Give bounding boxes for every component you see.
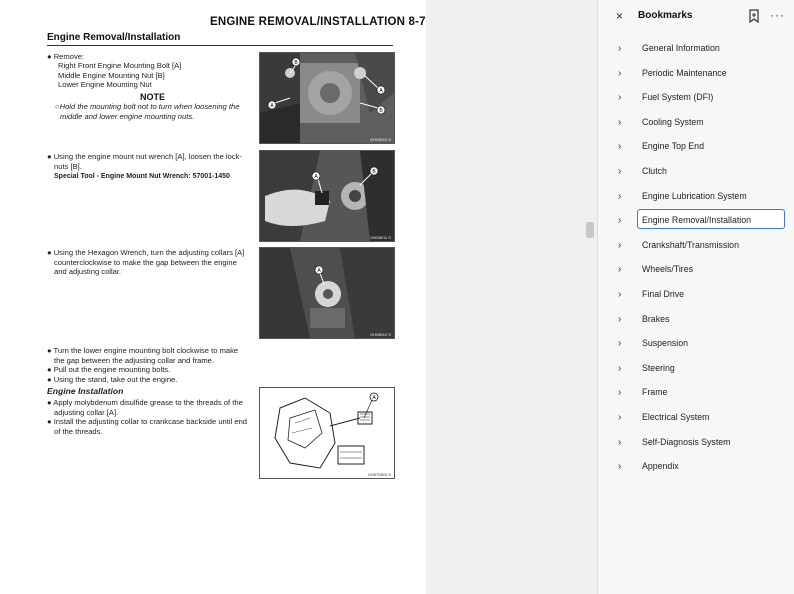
- figure-code: GH070803 S: [367, 472, 391, 477]
- bookmark-item[interactable]: [618, 186, 788, 208]
- step1-item: Lower Engine Mounting Nut: [58, 80, 152, 89]
- step3-text: ● Using the Hexagon Wrench, turn the adjusting collars [A]: [47, 248, 245, 257]
- figure-code: GH08010 S: [370, 137, 391, 142]
- note-text: ○Hold the mounting bolt not to turn when loosening the: [55, 102, 240, 111]
- figure-adjusting-collar: [259, 247, 395, 339]
- special-tool: Special Tool - Engine Mount Nut Wrench: 57001-1450: [54, 173, 230, 180]
- installation-text: of the threads.: [54, 426, 103, 436]
- chevron-right-icon[interactable]: ›: [618, 264, 622, 276]
- bookmark-item[interactable]: [618, 63, 788, 85]
- bookmark-label[interactable]: General Information: [642, 43, 720, 53]
- section-rule: [47, 45, 393, 46]
- bookmark-item[interactable]: [618, 456, 788, 478]
- bookmark-item[interactable]: [618, 87, 788, 109]
- step2-text: ● Using the engine mount nut wrench [A], loosen the lock-: [47, 152, 242, 161]
- bookmarks-panel-header: [598, 0, 794, 32]
- bookmark-item[interactable]: [618, 284, 788, 306]
- figure-label: A: [270, 103, 274, 109]
- bookmark-label[interactable]: Self-Diagnosis System: [642, 436, 731, 447]
- chevron-right-icon[interactable]: ›: [618, 313, 622, 325]
- bookmark-label[interactable]: Electrical System: [642, 412, 710, 422]
- installation-text: ● Install the adjusting collar to crankcase backside until end: [47, 417, 248, 426]
- step4-text: ● Using the stand, take out the engine.: [47, 374, 178, 384]
- bookmark-label[interactable]: Engine Lubrication System: [642, 190, 747, 201]
- step1-remove: ● Remove:: [47, 52, 85, 61]
- figure-label: B: [379, 108, 383, 114]
- bookmark-label[interactable]: Brakes: [642, 313, 670, 324]
- step1-item: Middle Engine Mounting Nut [B]: [58, 70, 165, 80]
- figure-label: B: [372, 169, 376, 175]
- chevron-right-icon[interactable]: ›: [618, 436, 622, 448]
- step2-text: nuts [B].: [54, 161, 82, 171]
- figure-label: A: [372, 395, 376, 401]
- bookmark-label[interactable]: Engine Top End: [642, 141, 704, 152]
- figure-label: A: [314, 174, 318, 180]
- bookmark-item[interactable]: [618, 38, 788, 60]
- figure-collar-installation: [259, 387, 395, 479]
- bookmark-label[interactable]: Suspension: [642, 338, 688, 349]
- figure-label: B: [294, 60, 298, 66]
- bookmark-label[interactable]: Periodic Maintenance: [642, 67, 727, 78]
- bookmark-item[interactable]: [618, 235, 788, 257]
- bookmarks-panel: [597, 0, 794, 594]
- bookmark-item[interactable]: [618, 161, 788, 183]
- bookmark-item[interactable]: [618, 432, 788, 454]
- chevron-right-icon[interactable]: ›: [618, 387, 622, 399]
- chevron-right-icon[interactable]: ›: [618, 166, 622, 177]
- bookmark-label[interactable]: Crankshaft/Transmission: [642, 239, 739, 250]
- chapter-title: ENGINE REMOVAL/INSTALLATION 8-7: [210, 16, 426, 28]
- chevron-right-icon[interactable]: ›: [618, 215, 622, 227]
- installation-text: adjusting collar [A].: [54, 407, 119, 417]
- panel-title: Bookmarks: [638, 10, 693, 21]
- note-text: middle and lower engine mounting nuts.: [60, 111, 195, 121]
- add-bookmark-icon[interactable]: [748, 9, 760, 23]
- bookmark-label[interactable]: Steering: [642, 362, 675, 373]
- bookmark-label[interactable]: Final Drive: [642, 289, 685, 299]
- step1-item: Right Front Engine Mounting Bolt [A]: [58, 61, 182, 70]
- section-title: Engine Removal/Installation: [47, 32, 181, 43]
- step4-text: ● Pull out the engine mounting bolts.: [47, 365, 171, 374]
- bookmark-label[interactable]: Fuel System (DFI): [642, 92, 714, 103]
- chevron-right-icon[interactable]: ›: [618, 92, 622, 104]
- bookmark-item[interactable]: [618, 407, 788, 429]
- figure-code: GH08011 S: [370, 235, 391, 240]
- chevron-right-icon[interactable]: ›: [618, 362, 622, 374]
- bookmark-label[interactable]: Clutch: [642, 166, 667, 176]
- chevron-right-icon[interactable]: ›: [618, 461, 622, 473]
- bookmark-item[interactable]: [618, 333, 788, 355]
- bookmark-item[interactable]: [618, 259, 788, 281]
- bookmark-label[interactable]: Cooling System: [642, 116, 704, 127]
- chevron-right-icon[interactable]: ›: [618, 239, 622, 251]
- bookmark-label[interactable]: Appendix: [642, 461, 679, 472]
- document-gutter: [426, 0, 596, 594]
- bookmark-label[interactable]: Frame: [642, 387, 668, 398]
- installation-text: ● Apply molybdenum disulfide grease to the threads of the: [47, 398, 243, 407]
- installation-heading: Engine Installation: [47, 386, 124, 396]
- note-heading: NOTE: [140, 92, 166, 102]
- figure-engine-mount-bolts: [259, 52, 395, 144]
- bookmark-item[interactable]: [618, 382, 788, 404]
- chevron-right-icon[interactable]: ›: [618, 338, 622, 350]
- chevron-right-icon[interactable]: ›: [618, 190, 622, 202]
- bookmark-item[interactable]: [618, 358, 788, 380]
- chevron-right-icon[interactable]: ›: [618, 412, 622, 423]
- chevron-right-icon[interactable]: ›: [618, 289, 622, 300]
- bookmark-item[interactable]: [618, 210, 788, 232]
- chevron-right-icon[interactable]: ›: [618, 116, 622, 128]
- bookmark-item[interactable]: [618, 309, 788, 331]
- document-scrollbar-thumb[interactable]: [586, 222, 594, 238]
- figure-label: A: [379, 88, 383, 94]
- chevron-right-icon[interactable]: ›: [618, 141, 622, 153]
- close-icon[interactable]: ×: [616, 9, 624, 23]
- figure-nut-wrench: [259, 150, 395, 242]
- bookmark-label[interactable]: Engine Removal/Installation: [642, 215, 752, 226]
- chevron-right-icon[interactable]: ›: [618, 67, 622, 79]
- more-options-icon[interactable]: ···: [770, 8, 785, 22]
- step4-text: ● Turn the lower engine mounting bolt clockwise to make: [47, 346, 239, 355]
- bookmark-item[interactable]: [618, 136, 788, 158]
- step3-text: and adjusting collar.: [54, 267, 122, 276]
- figure-code: GH08012 S: [370, 332, 391, 337]
- bookmark-label[interactable]: Wheels/Tires: [642, 264, 693, 275]
- bookmark-item[interactable]: [618, 112, 788, 134]
- chevron-right-icon[interactable]: ›: [618, 43, 622, 54]
- figure-label: A: [317, 268, 321, 274]
- step3-text: counterclockwise to make the gap between the engine: [54, 257, 237, 267]
- step4-text: the gap between the adjusting collar and frame.: [54, 355, 214, 365]
